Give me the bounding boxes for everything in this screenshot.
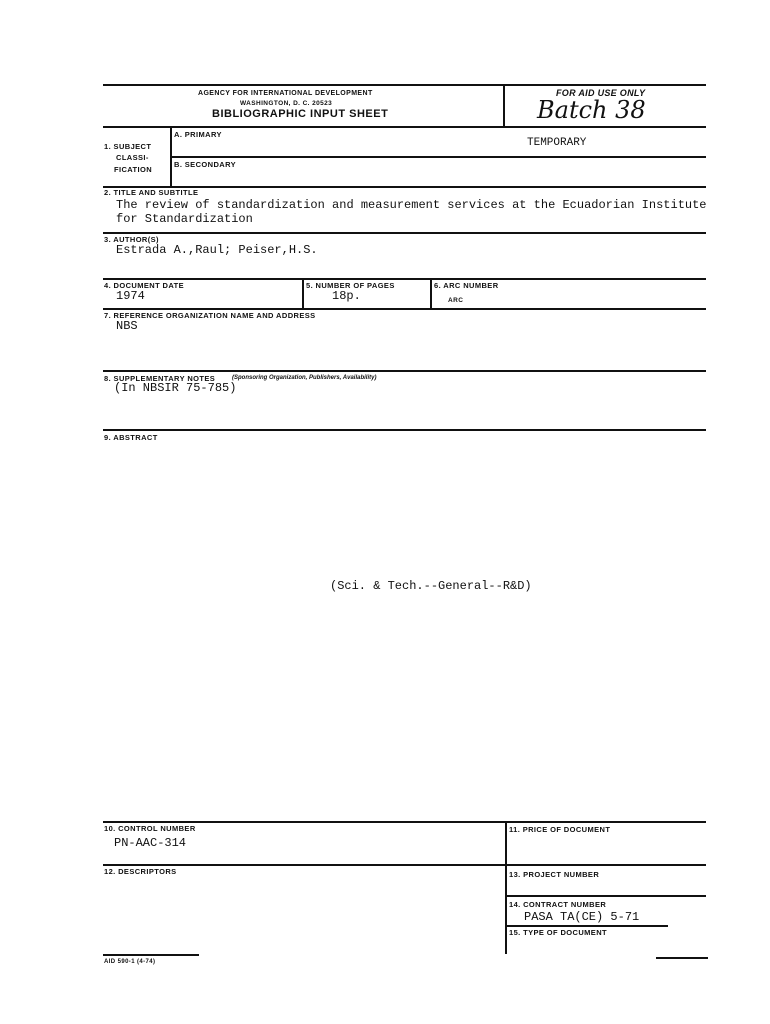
- descriptors-top-rule: [103, 864, 706, 866]
- aid-use-label: FOR AID USE ONLY: [556, 88, 646, 98]
- aid-use-divider: [503, 84, 505, 127]
- primary-label: A. PRIMARY: [174, 130, 222, 139]
- ref-org-bottom-rule: [103, 370, 706, 372]
- control-number-value: PN-AAC-314: [114, 836, 187, 850]
- authors-label: 3. AUTHOR(S): [104, 235, 159, 244]
- title-bottom-rule: [103, 232, 706, 234]
- arc-sub-label: ARC: [448, 297, 464, 304]
- footer-left-rule: [103, 954, 199, 956]
- supplementary-bottom-rule: [103, 429, 706, 431]
- ref-org-label: 7. REFERENCE ORGANIZATION NAME AND ADDRESS: [104, 311, 316, 320]
- supplementary-label: 8. SUPPLEMENTARY NOTES: [104, 374, 216, 383]
- header-bottom-rule: [103, 126, 706, 128]
- header-top-rule: [103, 84, 706, 86]
- contract-number-value: PASA TA(CE) 5-71: [524, 910, 640, 924]
- title-line-1: The review of standardization and measurement services at the Ecuadorian Institute: [116, 198, 707, 212]
- contract-number-label: 14. CONTRACT NUMBER: [509, 900, 607, 909]
- arc-divider: [430, 279, 432, 309]
- authors-bottom-rule: [103, 278, 706, 280]
- price-label: 11. PRICE OF DOCUMENT: [509, 825, 611, 834]
- arc-label: 6. ARC NUMBER: [434, 281, 499, 290]
- agency-name: AGENCY FOR INTERNATIONAL DEVELOPMENT: [198, 90, 373, 97]
- supplementary-value: (In NBSIR 75-785): [114, 381, 237, 395]
- authors-value: Estrada A.,Raul; Peiser,H.S.: [116, 243, 318, 257]
- descriptors-label: 12. DESCRIPTORS: [104, 867, 177, 876]
- abstract-label: 9. ABSTRACT: [104, 433, 158, 442]
- contract-top-rule: [506, 895, 706, 897]
- agency-address: WASHINGTON, D. C. 20523: [240, 100, 333, 107]
- sheet-title: BIBLIOGRAPHIC INPUT SHEET: [212, 108, 389, 120]
- pages-label: 5. NUMBER OF PAGES: [306, 281, 395, 290]
- pages-divider: [302, 279, 304, 309]
- footer-right-rule: [656, 957, 708, 959]
- subject-label-2: CLASSI-: [116, 153, 149, 162]
- right-column-divider: [505, 822, 507, 954]
- title-label: 2. TITLE AND SUBTITLE: [104, 188, 199, 197]
- dates-bottom-rule: [103, 308, 706, 310]
- supplementary-label-note: (Sponsoring Organization, Publishers, Availability): [232, 375, 377, 381]
- ref-org-value: NBS: [116, 319, 138, 333]
- secondary-label: B. SECONDARY: [174, 160, 237, 169]
- subject-label: 1. SUBJECT: [104, 142, 152, 151]
- doc-date-label: 4. DOCUMENT DATE: [104, 281, 185, 290]
- doc-type-label: 15. TYPE OF DOCUMENT: [509, 928, 608, 937]
- contract-underline: [506, 925, 668, 927]
- control-number-label: 10. CONTROL NUMBER: [104, 824, 196, 833]
- title-line-2: for Standardization: [116, 212, 253, 226]
- project-number-label: 13. PROJECT NUMBER: [509, 870, 600, 879]
- aid-use-handwritten: Batch 38: [537, 96, 646, 124]
- subject-label-3: FICATION: [114, 165, 153, 174]
- primary-rule: [171, 156, 706, 158]
- control-top-rule: [103, 821, 706, 823]
- form-id: AID 590-1 (4-74): [104, 959, 156, 965]
- primary-value: TEMPORARY: [527, 137, 587, 149]
- doc-date-value: 1974: [116, 289, 145, 303]
- pages-value: 18p.: [332, 289, 361, 303]
- abstract-value: (Sci. & Tech.--General--R&D): [330, 579, 532, 593]
